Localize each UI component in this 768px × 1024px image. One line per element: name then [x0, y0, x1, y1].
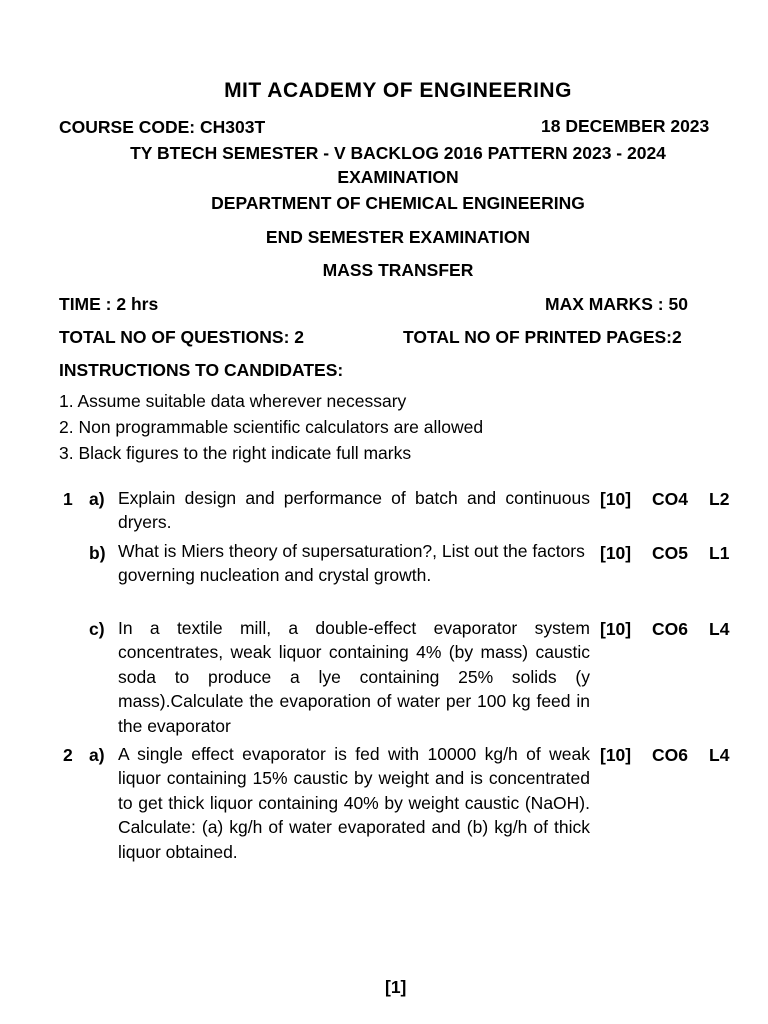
total-questions: TOTAL NO OF QUESTIONS: 2 [59, 327, 305, 347]
subject-name: MASS TRANSFER [322, 260, 474, 280]
exam-type: END SEMESTER EXAMINATION [265, 227, 531, 247]
marks-badge: [10] [600, 543, 632, 563]
course-outcome: CO6 [652, 619, 688, 639]
total-pages: TOTAL NO OF PRINTED PAGES:2 [403, 327, 682, 347]
instruction-item: 3. Black figures to the right indicate full marks [59, 443, 412, 463]
question-number: 2 [63, 745, 73, 765]
max-marks: MAX MARKS : 50 [545, 294, 688, 314]
department-name: DEPARTMENT OF CHEMICAL ENGINEERING [211, 193, 585, 213]
course-outcome: CO5 [652, 543, 688, 563]
semester-line: TY BTECH SEMESTER - V BACKLOG 2016 PATTERN 2023 - 2024 [130, 143, 666, 163]
bloom-level: L4 [709, 745, 730, 765]
instructions-heading: INSTRUCTIONS TO CANDIDATES: [59, 360, 344, 380]
instruction-item: 1. Assume suitable data wherever necessary [59, 391, 407, 411]
marks-badge: [10] [600, 745, 632, 765]
bloom-level: L1 [709, 543, 730, 563]
page-number: [1] [385, 977, 407, 997]
course-outcome: CO6 [652, 745, 688, 765]
instruction-item: 2. Non programmable scientific calculators are allowed [59, 417, 484, 437]
part-label: a) [89, 745, 105, 765]
marks-badge: [10] [600, 619, 632, 639]
exam-time: TIME : 2 hrs [59, 294, 159, 314]
part-label: c) [89, 619, 105, 639]
part-label: b) [89, 543, 106, 563]
question-text: A single effect evaporator is fed with 10000 kg/h of weak liquor containing 15% caustic by weight and is concentrated to get thick liquor containing 40% by weight caustic (NaOH). Calculate: (a) kg/h of water evaporated and (b) kg/h of thick liquor obtained. [118, 744, 590, 862]
question-text: What is Miers theory of supersaturation?, List out the factors governing nucleation and crystal growth. [118, 541, 585, 586]
question-number: 1 [63, 489, 73, 509]
question-text: Explain design and performance of batch and continuous dryers. [118, 488, 590, 533]
course-code: COURSE CODE: CH303T [59, 117, 266, 137]
part-label: a) [89, 489, 105, 509]
exam-date: 18 DECEMBER 2023 [541, 116, 710, 136]
course-outcome: CO4 [652, 489, 688, 509]
examination-label: EXAMINATION [337, 167, 459, 187]
institute-title: MIT ACADEMY OF ENGINEERING [224, 79, 572, 102]
bloom-level: L4 [709, 619, 730, 639]
marks-badge: [10] [600, 489, 632, 509]
question-text: In a textile mill, a double-effect evaporator system concentrates, weak liquor containing 4% (by mass) caustic soda to produce a lye containing 25% solids (y mass).Calculate the evaporation of water per 100 kg feed in the evaporator [118, 618, 590, 736]
bloom-level: L2 [709, 489, 730, 509]
